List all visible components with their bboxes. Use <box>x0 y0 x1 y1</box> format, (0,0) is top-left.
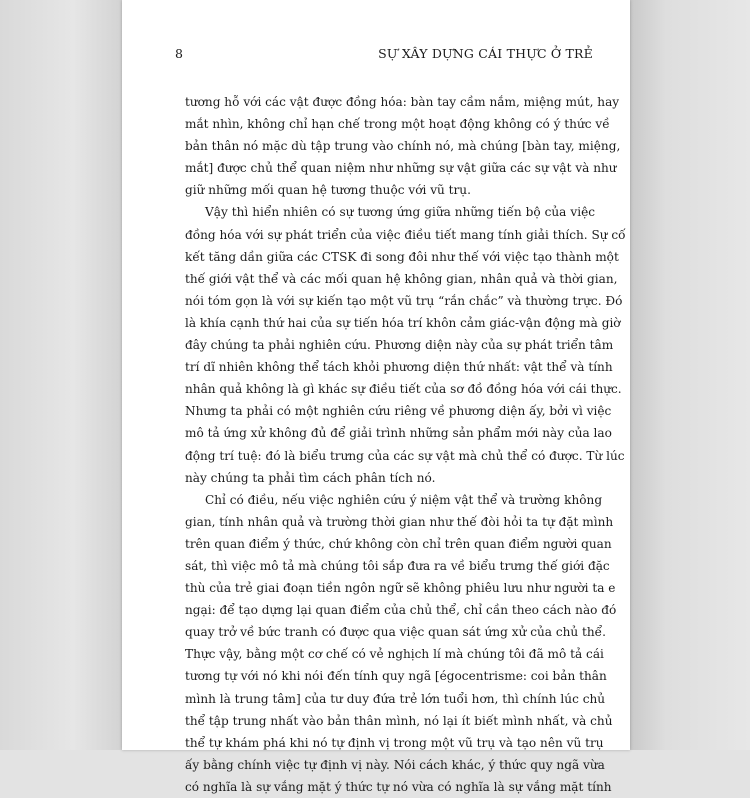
running-head <box>175 46 593 66</box>
text-line: có nghĩa là sự vắng mặt ý thức tự nó vừa có nghĩa là sự vắng mặt tính <box>185 779 612 794</box>
text-line: nhân quả không là gì khác sự điều tiết của sơ đồ đồng hóa với cái thực. <box>185 382 622 397</box>
text-line: ấy bằng chính việc tự định vị này. Nói cách khác, ý thức quy ngã vừa <box>185 757 605 772</box>
text-line: trên quan điểm ý thức, chứ không còn chỉ trên quan điểm người quan <box>185 536 612 551</box>
text-line: tương tự với nó khi nói đến tính quy ngã [égocentrisme: coi bản thân <box>185 669 607 684</box>
text-line: giữ những mối quan hệ tương thuộc với vũ trụ. <box>185 183 471 198</box>
text-line: ngại: để tạo dựng lại quan điểm của chủ thể, chỉ cần theo cách nào đó <box>185 603 617 618</box>
text-line: Chỉ có điều, nếu việc nghiên cứu ý niệm vật thể và trường không <box>205 492 603 507</box>
text-line: quay trở về bức tranh có được qua việc quan sát ứng xử của chủ thể. <box>185 625 606 640</box>
page-number: 8 <box>175 46 183 61</box>
text-line: gian, tính nhân quả và trường thời gian như thế đòi hỏi ta tự đặt mình <box>185 514 614 529</box>
text-line: tương hỗ với các vật được đồng hóa: bàn tay cầm nắm, miệng mút, hay <box>185 95 620 109</box>
text-line: đây chúng ta phải nghiên cứu. Phương diện này của sự phát triển tâm <box>185 338 614 353</box>
body-text <box>185 91 626 798</box>
paragraph <box>185 489 617 798</box>
text-line: bản thân nó mặc dù tập trung vào chính nó, mà chúng [bàn tay, miệng, <box>185 139 621 154</box>
background-right <box>630 0 750 750</box>
text-line: nói tóm gọn là với sự kiến tạo một vũ trụ “rắn chắc” và thường trực. Đó <box>185 293 623 308</box>
text-line: mắt nhìn, không chỉ hạn chế trong một hoạt động không có ý thức về <box>185 117 610 132</box>
text-line: đồng hóa với sự phát triển của việc điều tiết mang tính giải thích. Sự cố <box>185 227 626 242</box>
text-line: mình là trung tâm] của tư duy đứa trẻ lớn tuổi hơn, thì chính lúc chủ <box>185 691 606 706</box>
text-line: thể tập trung nhất vào bản thân mình, nó lại ít biết mình nhất, và chủ <box>185 713 613 728</box>
paragraph <box>185 91 621 201</box>
text-line: mô tả ứng xử không đủ để giải trình những sản phẩm mới này của lao <box>185 426 612 441</box>
text-line: mắt] được chủ thể quan niệm như những sự vật giữa các sự vật và như <box>185 161 617 176</box>
text-line: này chúng ta phải tìm cách phân tích nó. <box>185 470 436 485</box>
text-line: động trí tuệ: đó là biểu trưng của các sự vật mà chủ thể có được. Từ lúc <box>185 448 625 463</box>
text-line: Thực vậy, bằng một cơ chế có vẻ nghịch lí mà chúng tôi đã mô tả cái <box>185 647 604 662</box>
text-line: trí dĩ nhiên không thể tách khỏi phương diện thứ nhất: vật thể và tính <box>185 360 613 375</box>
text-line: Vậy thì hiển nhiên có sự tương ứng giữa những tiến bộ của việc <box>205 205 595 220</box>
paragraph <box>185 201 626 488</box>
text-line: thế giới vật thể và các mối quan hệ không gian, nhân quả và thời gian, <box>185 271 618 286</box>
text-line: sát, thì việc mô tả mà chúng tôi sắp đưa ra về biểu trưng thế giới đặc <box>185 558 610 573</box>
background-left <box>0 0 122 750</box>
text-line: thù của trẻ giai đoạn tiền ngôn ngữ sẽ không phiêu lưu như người ta e <box>185 581 616 596</box>
text-line: Nhưng ta phải có một nghiên cứu riêng về phương diện ấy, bởi vì việc <box>185 404 612 419</box>
text-line: kết tăng dần giữa các CTSK đi song đôi như thế với việc tạo thành một <box>185 249 619 264</box>
text-line: là khía cạnh thứ hai của sự tiến hóa trí khôn cảm giác-vận động mà giờ <box>185 315 621 330</box>
running-title: SỰ XÂY DỰNG CÁI THỰC Ở TRẺ <box>378 46 593 61</box>
text-line: thể tự khám phá khi nó tự định vị trong một vũ trụ và tạo nên vũ trụ <box>185 735 604 750</box>
book-page <box>122 0 630 794</box>
